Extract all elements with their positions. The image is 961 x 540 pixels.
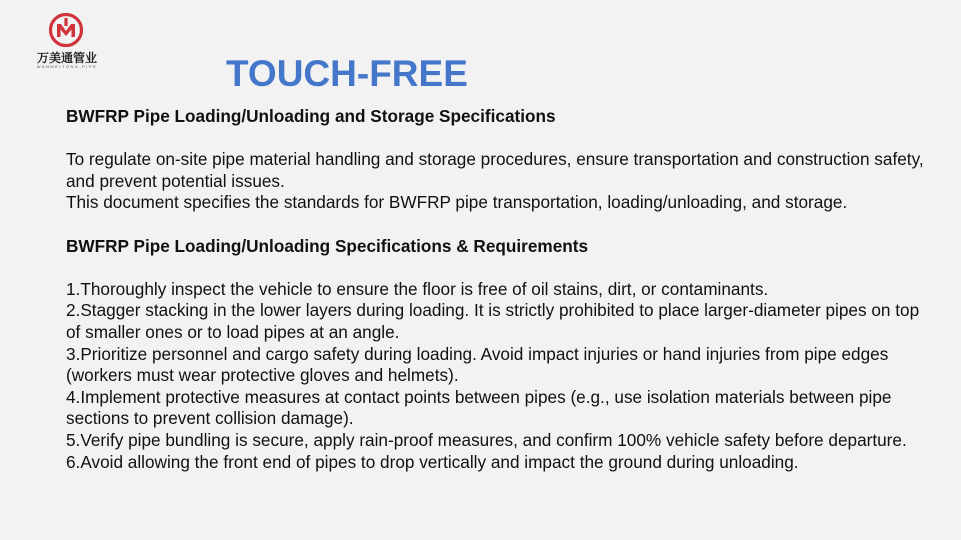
- requirement-item-5: 5.Verify pipe bundling is secure, apply rain-proof measures, and confirm 100% vehicle safety before departure.: [66, 429, 907, 450]
- section-heading-requirements: BWFRP Pipe Loading/Unloading Specifications & Requirements: [66, 235, 589, 256]
- paragraph-spacer: [66, 128, 926, 150]
- company-logo: [26, 12, 108, 68]
- requirement-item-4: 4.Implement protective measures at contact points between pipes (e.g., use isolation materials between pipe sections to prevent collision damage).: [66, 386, 892, 429]
- requirement-item-6: 6.Avoid allowing the front end of pipes to drop vertically and impact the ground during unloading.: [66, 451, 799, 472]
- company-logo-mark-icon: [48, 12, 84, 48]
- requirement-item-3: 3.Prioritize personnel and cargo safety during loading. Avoid impact injuries or hand injuries from pipe edges (workers must wear protective gloves and helmets).: [66, 343, 889, 386]
- requirement-item-1: 1.Thoroughly inspect the vehicle to ensure the floor is free of oil stains, dirt, or contaminants.: [66, 278, 769, 299]
- document-body: [66, 106, 926, 473]
- scope-paragraph: This document specifies the standards for BWFRP pipe transportation, loading/unloading, and storage.: [66, 192, 848, 213]
- paragraph-spacer: [66, 257, 926, 279]
- intro-paragraph: To regulate on-site pipe material handling and storage procedures, ensure transportation and construction safety, and prevent potential issues.: [66, 149, 924, 191]
- section-heading-storage-specifications: BWFRP Pipe Loading/Unloading and Storage Specifications: [66, 106, 556, 126]
- company-name-chinese: 万美通管业: [36, 51, 97, 65]
- company-name-english: WANMEITONG PIPE: [36, 64, 98, 69]
- paragraph-spacer: [66, 214, 926, 236]
- requirement-item-2: 2.Stagger stacking in the lower layers during loading. It is strictly prohibited to place larger-diameter pipes on top of smaller ones or to load pipes at an angle.: [66, 300, 920, 342]
- page-title: TOUCH-FREE: [226, 53, 468, 94]
